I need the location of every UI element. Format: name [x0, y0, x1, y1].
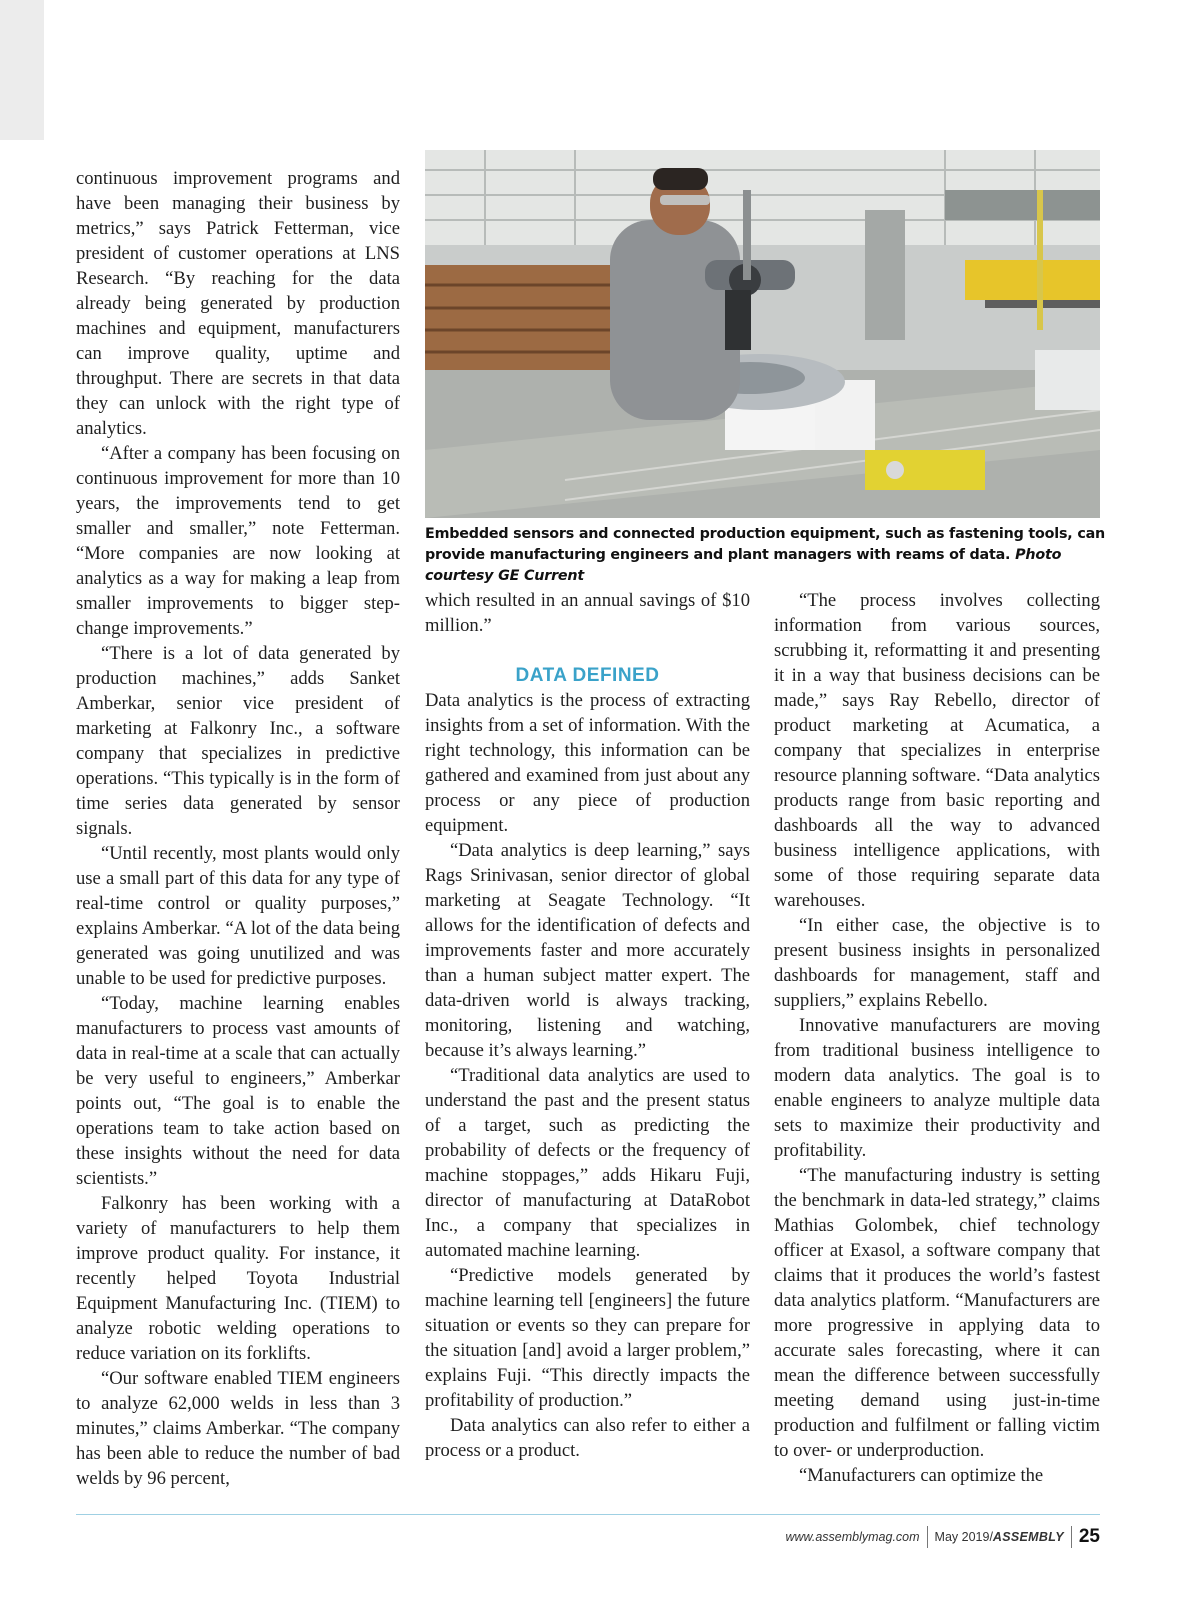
paragraph: “The manufacturing industry is setting the benchmark in data-led strategy,” claims Mathias Golombek, chief technology officer at Exasol, a software company that claims that it produces the world’s fastest data analytics platform. “Manufacturers are more progressive in applying data to accurate sales forecasting, where it can mean the difference between successfully meeting demand using just-in-time production and fulfilment or falling victim to over- or underproduction.	[774, 1165, 1100, 1461]
paragraph: continuous improvement programs and have been managing their business by metrics,” says Patrick Fetterman, vice president of customer operations at LNS Research. “By reaching for the data already being generated by production machines and equipment, manufacturers can improve quality, uptime and throughput. There are secrets in that data they can unlock with the right type of analytics.	[76, 168, 400, 439]
photo-credit: Photo courtesy GE Current	[425, 547, 1062, 584]
paragraph: “Until recently, most plants would only use a small part of this data for any type of real-time control or quality purposes,” explains Amberkar. “A lot of the data being generated was going unutilized and was unable to be used for predictive purposes.	[76, 843, 400, 989]
paragraph: “Predictive models generated by machine learning tell [engineers] the future situation or events so they can prepare for the situation [and] avoid a larger problem,” explains Fuji. “This directly impacts the profitability of production.”	[425, 1265, 750, 1411]
paragraph: which resulted in an annual savings of $10 million.”	[425, 590, 750, 636]
paragraph: Data analytics can also refer to either a process or a product.	[425, 1415, 750, 1461]
paragraph: “Our software enabled TIEM engineers to analyze 62,000 welds in less than 3 minutes,” claims Amberkar. “The company has been able to reduce the number of bad welds by 96 percent,	[76, 1368, 400, 1489]
page-edge-tab	[0, 0, 44, 140]
article-column-2	[425, 588, 750, 1463]
page-number: 25	[1078, 1526, 1100, 1547]
article-column-1	[76, 166, 400, 1491]
paragraph: “In either case, the objective is to present business insights in personalized dashboards for management, staff and suppliers,” explains Rebello.	[774, 915, 1100, 1011]
footer-divider	[1071, 1526, 1072, 1548]
paragraph: “Today, machine learning enables manufacturers to process vast amounts of data in real-time at a scale that can actually be very useful to engineers,” Amberkar points out, “The goal is to enable the operations team to take action based on these insights without the need for data scientists.”	[76, 993, 400, 1189]
footer-date: May 2019/	[934, 1530, 993, 1544]
caption-text: Embedded sensors and connected production equipment, such as fastening tools, can provide manufacturing engineers and plant managers with reams of data.	[425, 526, 1106, 563]
paragraph: “Traditional data analytics are used to understand the past and the present status of a target, such as predicting the probability of defects or the frequency of machine stoppages,” adds Hikaru Fuji, director of manufacturing at DataRobot Inc., a company that specializes in automated machine learning.	[425, 1065, 750, 1261]
paragraph: “Data analytics is deep learning,” says Rags Srinivasan, senior director of global marketing at Seagate Technology. “It allows for the identification of defects and improvements faster and more accurately than a human subject matter expert. The data-driven world is always tracking, monitoring, listening and watching, because it’s always learning.”	[425, 840, 750, 1061]
article-photo	[425, 150, 1100, 518]
paragraph: “After a company has been focusing on continuous improvement for more than 10 years, the improvements tend to get smaller and smaller,” note Fetterman. “More companies are now looking at analytics as a way for making a leap from smaller improvements to bigger step-change improvements.”	[76, 443, 400, 639]
factory-worker-illustration	[425, 150, 1100, 518]
footer-url[interactable]: www.assemblymag.com	[785, 1530, 920, 1544]
paragraph: “The process involves collecting information from various sources, scrubbing it, reformatting it and presenting it in a way that business decisions can be made,” says Ray Rebello, director of product marketing at Acumatica, a company that specializes in enterprise resource planning software. “Data analytics products range from basic reporting and dashboards all the way to advanced business intelligence applications, with some of those requiring separate data warehouses.	[774, 590, 1100, 911]
paragraph: Data analytics is the process of extracting insights from a set of information. With the right technology, this information can be gathered and examined from just about any process or any piece of production equipment.	[425, 690, 750, 836]
paragraph: Innovative manufacturers are moving from traditional business intelligence to modern data analytics. The goal is to enable engineers to analyze multiple data sets to maximize their productivity and profitability.	[774, 1015, 1100, 1161]
section-heading: DATA DEFINED	[515, 665, 660, 686]
footer-divider	[927, 1526, 928, 1548]
magazine-brand: ASSEMBLY	[992, 1530, 1064, 1544]
article-column-3	[774, 588, 1100, 1488]
page-footer	[785, 1522, 1100, 1552]
paragraph: Falkonry has been working with a variety of manufacturers to help them improve product quality. For instance, it recently helped Toyota Industrial Equipment Manufacturing Inc. (TIEM) to analyze robotic welding operations to reduce variation on its forklifts.	[76, 1193, 400, 1364]
paragraph: “There is a lot of data generated by production machines,” adds Sanket Amberkar, senior vice president of marketing at Falkonry Inc., a software company that specializes in predictive operations. “This typically is in the form of time series data generated by sensor signals.	[76, 643, 400, 839]
footer-rule	[76, 1514, 1100, 1515]
photo-caption	[425, 524, 1115, 587]
paragraph: “Manufacturers can optimize the	[799, 1465, 1044, 1486]
